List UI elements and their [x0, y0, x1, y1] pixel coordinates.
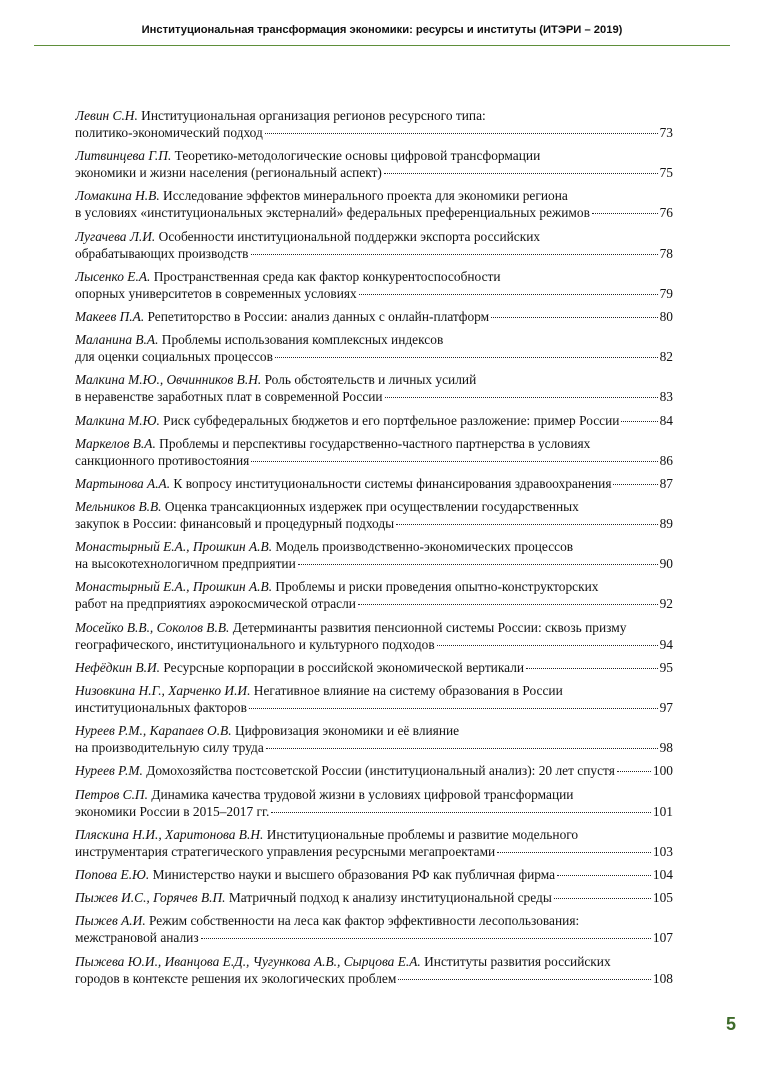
- dot-leader: [491, 317, 658, 318]
- toc-entry-last-line: [75, 555, 673, 572]
- toc-entry-title-end: [75, 204, 590, 221]
- toc-entry-page-number: 100: [652, 763, 673, 779]
- toc-entry-authors: Низовкина Н.Г., Харченко И.И.: [75, 683, 251, 698]
- toc-entry-last-line: [75, 636, 673, 653]
- toc-entry-title: санкционного противостояния: [75, 452, 250, 468]
- dot-leader: [201, 938, 651, 939]
- dot-leader: [613, 484, 657, 485]
- toc-entry-title: Проблемы и перспективы государственно-частного партнерства в условиях: [155, 435, 591, 451]
- toc-entry-page-number: 97: [659, 700, 673, 715]
- toc-entry-page-number: 79: [659, 285, 673, 301]
- toc-entry[interactable]: [75, 682, 673, 716]
- toc-entry[interactable]: [75, 308, 673, 325]
- toc-entry-authors: Монастырный Е.А., Прошкин А.В.: [75, 579, 273, 595]
- toc-entry-page-number: 78: [659, 245, 673, 261]
- toc-entry-last-line: [75, 699, 673, 716]
- toc-entry-title: Домохозяйства постсоветской России (институциональный анализ): 20 лет спустя: [142, 763, 615, 779]
- toc-entry-title-line: [75, 435, 673, 452]
- toc-entry[interactable]: [75, 498, 673, 532]
- toc-entry-authors: Лугачева Л.И.: [75, 228, 156, 244]
- toc-entry-page-number: 92: [659, 596, 673, 612]
- toc-entry-title-end: [75, 452, 249, 469]
- toc-entry-title-end: [75, 739, 264, 756]
- toc-entry-last-line: [75, 803, 673, 820]
- toc-entry-last-line: [75, 843, 673, 860]
- dot-leader: [384, 173, 658, 174]
- toc-entry-authors: Пляскина Н.И., Харитонова В.Н.: [75, 826, 264, 842]
- toc-entry[interactable]: [75, 578, 673, 612]
- toc-entry-title: Режим собственности на леса как фактор эффективности лесопользования:: [145, 913, 580, 929]
- toc-entry[interactable]: [75, 435, 673, 469]
- dot-leader: [621, 421, 657, 422]
- toc-entry[interactable]: [75, 538, 673, 572]
- toc-entry-title-end: [75, 843, 495, 860]
- dot-leader: [497, 852, 651, 853]
- toc-entry-page-number: 86: [659, 452, 673, 468]
- toc-entry-title-end: [75, 636, 435, 653]
- toc-entry-title-line: [75, 228, 673, 245]
- toc-entry-title-end: [75, 595, 356, 612]
- toc-entry-last-line: [75, 164, 673, 181]
- dot-leader: [398, 979, 651, 980]
- toc-entry-page-number: 104: [652, 866, 673, 882]
- toc-entry-page-number: 98: [659, 740, 673, 756]
- toc-entry-last-line: [75, 929, 673, 946]
- toc-entry-authors: Мартынова А.А.: [75, 475, 171, 491]
- dot-leader: [251, 254, 658, 255]
- toc-entry[interactable]: [75, 268, 673, 302]
- dot-leader: [298, 564, 658, 565]
- toc-entry-authors: Пыжева Ю.И., Иванцова Е.Д., Чугункова А.В., Сырцова Е.А.: [75, 953, 421, 969]
- toc-entry-page-number: 83: [659, 389, 673, 405]
- toc-entry-title: опорных университетов в современных условиях: [75, 285, 357, 301]
- toc-entry-last-line: [75, 412, 673, 429]
- toc-entry-last-line: [75, 970, 673, 987]
- toc-entry[interactable]: [75, 722, 673, 756]
- toc-entry-title-end: [75, 515, 394, 532]
- toc-entry-title-line: [75, 147, 673, 164]
- toc-entry-title-line: [75, 187, 673, 204]
- toc-entry-title-end: [75, 475, 611, 492]
- toc-entry-page-number: 95: [659, 659, 673, 675]
- toc-entry-title: Детерминанты развития пенсионной системы России: сквозь призму: [229, 619, 627, 635]
- toc-entry[interactable]: [75, 953, 673, 987]
- toc-entry-page-number: 87: [659, 475, 673, 491]
- toc-entry-last-line: [75, 866, 673, 883]
- toc-entry-title-line: [75, 107, 673, 124]
- toc-entry-page-number: 105: [652, 890, 673, 906]
- toc-entry-page-number: 107: [652, 930, 673, 946]
- toc-entry-title: межстрановой анализ: [75, 930, 199, 946]
- toc-entry-title: Особенности институциональной поддержки экспорта российских: [155, 228, 541, 244]
- toc-entry-title-end: [75, 124, 263, 141]
- toc-entry-last-line: [75, 739, 673, 756]
- toc-entry[interactable]: [75, 228, 673, 262]
- toc-entry-page-number: 103: [652, 843, 673, 859]
- dot-leader: [526, 668, 658, 669]
- toc-entry-authors: Пыжев А.И.: [75, 913, 146, 929]
- toc-entry-title: городов в контексте решения их экологических проблем: [75, 970, 397, 986]
- toc-entry-title: географического, институционального и культурного подходов: [75, 636, 435, 652]
- toc-entry-authors: Мельников В.В.: [75, 499, 162, 515]
- toc-entry[interactable]: [75, 475, 673, 492]
- toc-entry-authors: Нуреев Р.М., Карапаев О.В.: [75, 723, 232, 739]
- toc-entry-authors: Петров С.П.: [75, 786, 148, 802]
- toc-entry-last-line: [75, 204, 673, 221]
- toc-entry-title: Риск субфедеральных бюджетов и его портфельное разложение: пример России: [159, 412, 620, 428]
- toc-entry-title-line: [75, 953, 673, 970]
- dot-leader: [557, 875, 651, 876]
- toc-entry[interactable]: [75, 619, 673, 653]
- toc-entry-title: на высокотехнологичном предприятии: [75, 556, 296, 572]
- toc-entry-page-number: 108: [652, 970, 673, 986]
- toc-entry-last-line: [75, 659, 673, 676]
- toc-entry-title-end: [75, 555, 296, 572]
- toc-entry-title: экономики и жизни населения (региональный аспект): [75, 165, 382, 181]
- toc-entry-last-line: [75, 452, 673, 469]
- toc-entry-title: Динамика качества трудовой жизни в условиях цифровой трансформации: [147, 786, 574, 802]
- toc-entry-title-line: [75, 682, 673, 699]
- toc-entry-title: Оценка трансакционных издержек при осуществлении государственных: [161, 499, 579, 515]
- toc-entry-title: работ на предприятиях аэрокосмической отрасли: [75, 596, 356, 612]
- toc-entry-page-number: 89: [659, 516, 673, 532]
- toc-entry[interactable]: [75, 187, 673, 221]
- toc-entry-page-number: 80: [659, 308, 673, 324]
- toc-entry-title-end: [75, 659, 524, 676]
- toc-entry-title: Цифровизация экономики и её влияние: [231, 723, 460, 739]
- dot-leader: [359, 294, 658, 295]
- toc-entry-page-number: 94: [659, 636, 673, 652]
- dot-leader: [271, 812, 651, 813]
- toc-entry-title: Проблемы использования комплексных индексов: [158, 332, 444, 348]
- toc-entry-page-number: 75: [659, 165, 673, 181]
- toc-entry-title-line: [75, 538, 673, 555]
- toc-entry-title: Ресурсные корпорации в российской экономической вертикали: [160, 659, 525, 675]
- toc-entry-title-end: [75, 970, 396, 987]
- toc-entry[interactable]: [75, 786, 673, 820]
- toc-entry-title: Репетиторство в России: анализ данных с онлайн-платформ: [144, 308, 490, 324]
- toc-entry-title: Институты развития российских: [420, 953, 611, 969]
- toc-entry-title-end: [75, 164, 382, 181]
- toc-entry-authors: Малкина М.Ю., Овчинников В.Н.: [75, 372, 262, 388]
- toc-entry-title: обрабатывающих производств: [75, 245, 249, 261]
- toc-entry-authors: Нуреев Р.М.: [75, 763, 143, 779]
- toc-entry-authors: Лысенко Е.А.: [75, 268, 151, 284]
- toc-entry-last-line: [75, 308, 673, 325]
- page-number: 5: [725, 1014, 736, 1034]
- toc-entry-authors: Литвинцева Г.П.: [75, 148, 172, 164]
- toc-entry[interactable]: [75, 866, 673, 883]
- toc-entry-title: Теоретико-методологические основы цифровой трансформации: [171, 148, 541, 164]
- toc-entry-title-end: [75, 889, 552, 906]
- dot-leader: [396, 524, 657, 525]
- table-of-contents: [75, 107, 673, 993]
- toc-entry-page-number: 82: [659, 349, 673, 365]
- toc-entry-last-line: [75, 348, 673, 365]
- toc-entry-title-line: [75, 786, 673, 803]
- toc-entry[interactable]: [75, 889, 673, 906]
- dot-leader: [265, 133, 658, 134]
- toc-entry[interactable]: [75, 912, 673, 946]
- toc-entry-title: в условиях «институциональных экстерналий» федеральных преференциальных режимов: [75, 205, 590, 221]
- toc-entry-title: Проблемы и риски проведения опытно-конструкторских: [272, 579, 599, 595]
- toc-entry-authors: Маркелов В.А.: [75, 435, 156, 451]
- toc-entry-authors: Нефёдкин В.И.: [75, 659, 160, 675]
- toc-entry-title: Институциональная организация регионов ресурсного типа:: [137, 108, 486, 123]
- toc-entry-title: К вопросу институциональности системы финансирования здравоохранения: [170, 475, 612, 491]
- dot-leader: [275, 357, 658, 358]
- toc-entry-title-line: [75, 912, 673, 929]
- toc-entry-last-line: [75, 595, 673, 612]
- toc-entry-title-line: [75, 578, 673, 595]
- toc-entry-title-line: [75, 722, 673, 739]
- toc-entry-page-number: 90: [659, 556, 673, 572]
- dot-leader: [249, 708, 658, 709]
- toc-entry-title-end: [75, 762, 615, 779]
- toc-entry-title: экономики России в 2015–2017 гг.: [75, 803, 270, 819]
- toc-entry-title-line: [75, 268, 673, 285]
- running-header: Институциональная трансформация экономики: ресурсы и институты (ИТЭРИ – 2019): [141, 24, 623, 36]
- toc-entry-title: Модель производственно-экономических процессов: [272, 539, 574, 555]
- toc-entry[interactable]: [75, 412, 673, 429]
- toc-entry-title-end: [75, 866, 555, 883]
- toc-entry-title-end: [75, 803, 269, 820]
- toc-entry-title: Матричный подход к анализу институциональной среды: [225, 890, 552, 906]
- toc-entry[interactable]: [75, 107, 673, 141]
- toc-entry[interactable]: [75, 762, 673, 779]
- toc-entry[interactable]: [75, 147, 673, 181]
- toc-entry-last-line: [75, 124, 673, 141]
- dot-leader: [251, 461, 657, 462]
- toc-entry-title-end: [75, 699, 247, 716]
- toc-entry-title-end: [75, 285, 357, 302]
- toc-entry-page-number: 73: [659, 125, 673, 140]
- toc-entry[interactable]: [75, 659, 673, 676]
- toc-entry-title: в неравенстве заработных плат в современной России: [75, 389, 383, 405]
- toc-entry-title-line: [75, 826, 673, 843]
- toc-entry-last-line: [75, 889, 673, 906]
- toc-entry-title-end: [75, 308, 489, 325]
- toc-entry-last-line: [75, 285, 673, 302]
- toc-entry-title: закупок в России: финансовый и процедурный подходы: [75, 516, 395, 532]
- toc-entry[interactable]: [75, 826, 673, 860]
- dot-leader: [592, 213, 658, 214]
- toc-entry-title-end: [75, 929, 199, 946]
- toc-entry-title-end: [75, 245, 249, 262]
- toc-entry-title: Пространственная среда как фактор конкурентоспособности: [150, 268, 501, 284]
- toc-entry-authors: Левин С.Н.: [75, 108, 138, 123]
- toc-entry-title: для оценки социальных процессов: [75, 349, 273, 365]
- toc-entry-last-line: [75, 515, 673, 532]
- toc-entry-last-line: [75, 762, 673, 779]
- dot-leader: [437, 645, 658, 646]
- toc-entry-title-end: [75, 348, 273, 365]
- toc-entry-title: Негативное влияние на систему образования в России: [250, 683, 563, 698]
- toc-entry[interactable]: [75, 371, 673, 405]
- toc-entry-authors: Мосейко В.В., Соколов В.В.: [75, 619, 230, 635]
- toc-entry-title: политико-экономический подход: [75, 125, 263, 140]
- toc-entry-title: Институциональные проблемы и развитие модельного: [263, 826, 579, 842]
- toc-entry-title-line: [75, 371, 673, 388]
- dot-leader: [358, 604, 658, 605]
- toc-entry-page-number: 101: [652, 803, 673, 819]
- toc-entry-title-line: [75, 331, 673, 348]
- toc-entry-title: институциональных факторов: [75, 700, 247, 715]
- toc-entry-last-line: [75, 388, 673, 405]
- toc-entry-authors: Ломакина Н.В.: [75, 188, 160, 204]
- toc-entry-authors: Маланина В.А.: [75, 332, 159, 348]
- header-rule: [34, 45, 730, 46]
- toc-entry-title: на производительную силу труда: [75, 740, 264, 756]
- toc-entry-authors: Монастырный Е.А., Прошкин А.В.: [75, 539, 273, 555]
- toc-entry-authors: Макеев П.А.: [75, 308, 145, 324]
- toc-entry-authors: Попова Е.Ю.: [75, 866, 150, 882]
- dot-leader: [385, 397, 658, 398]
- dot-leader: [266, 748, 658, 749]
- toc-entry-title-end: [75, 412, 619, 429]
- toc-entry-title-line: [75, 498, 673, 515]
- toc-entry-last-line: [75, 475, 673, 492]
- toc-entry[interactable]: [75, 331, 673, 365]
- toc-entry-page-number: 84: [659, 412, 673, 428]
- toc-entry-title: Министерство науки и высшего образования РФ как публичная фирма: [149, 866, 556, 882]
- dot-leader: [554, 898, 651, 899]
- toc-entry-page-number: 76: [659, 205, 673, 221]
- toc-entry-title: Роль обстоятельств и личных усилий: [261, 372, 477, 388]
- toc-entry-title: Исследование эффектов минерального проекта для экономики региона: [159, 188, 568, 204]
- toc-entry-title-line: [75, 619, 673, 636]
- toc-entry-last-line: [75, 245, 673, 262]
- toc-entry-title: инструментария стратегического управления ресурсными мегапроектами: [75, 843, 496, 859]
- dot-leader: [617, 771, 651, 772]
- toc-entry-title-end: [75, 388, 383, 405]
- toc-entry-authors: Пыжев И.С., Горячев В.П.: [75, 890, 226, 906]
- toc-entry-authors: Малкина М.Ю.: [75, 412, 160, 428]
